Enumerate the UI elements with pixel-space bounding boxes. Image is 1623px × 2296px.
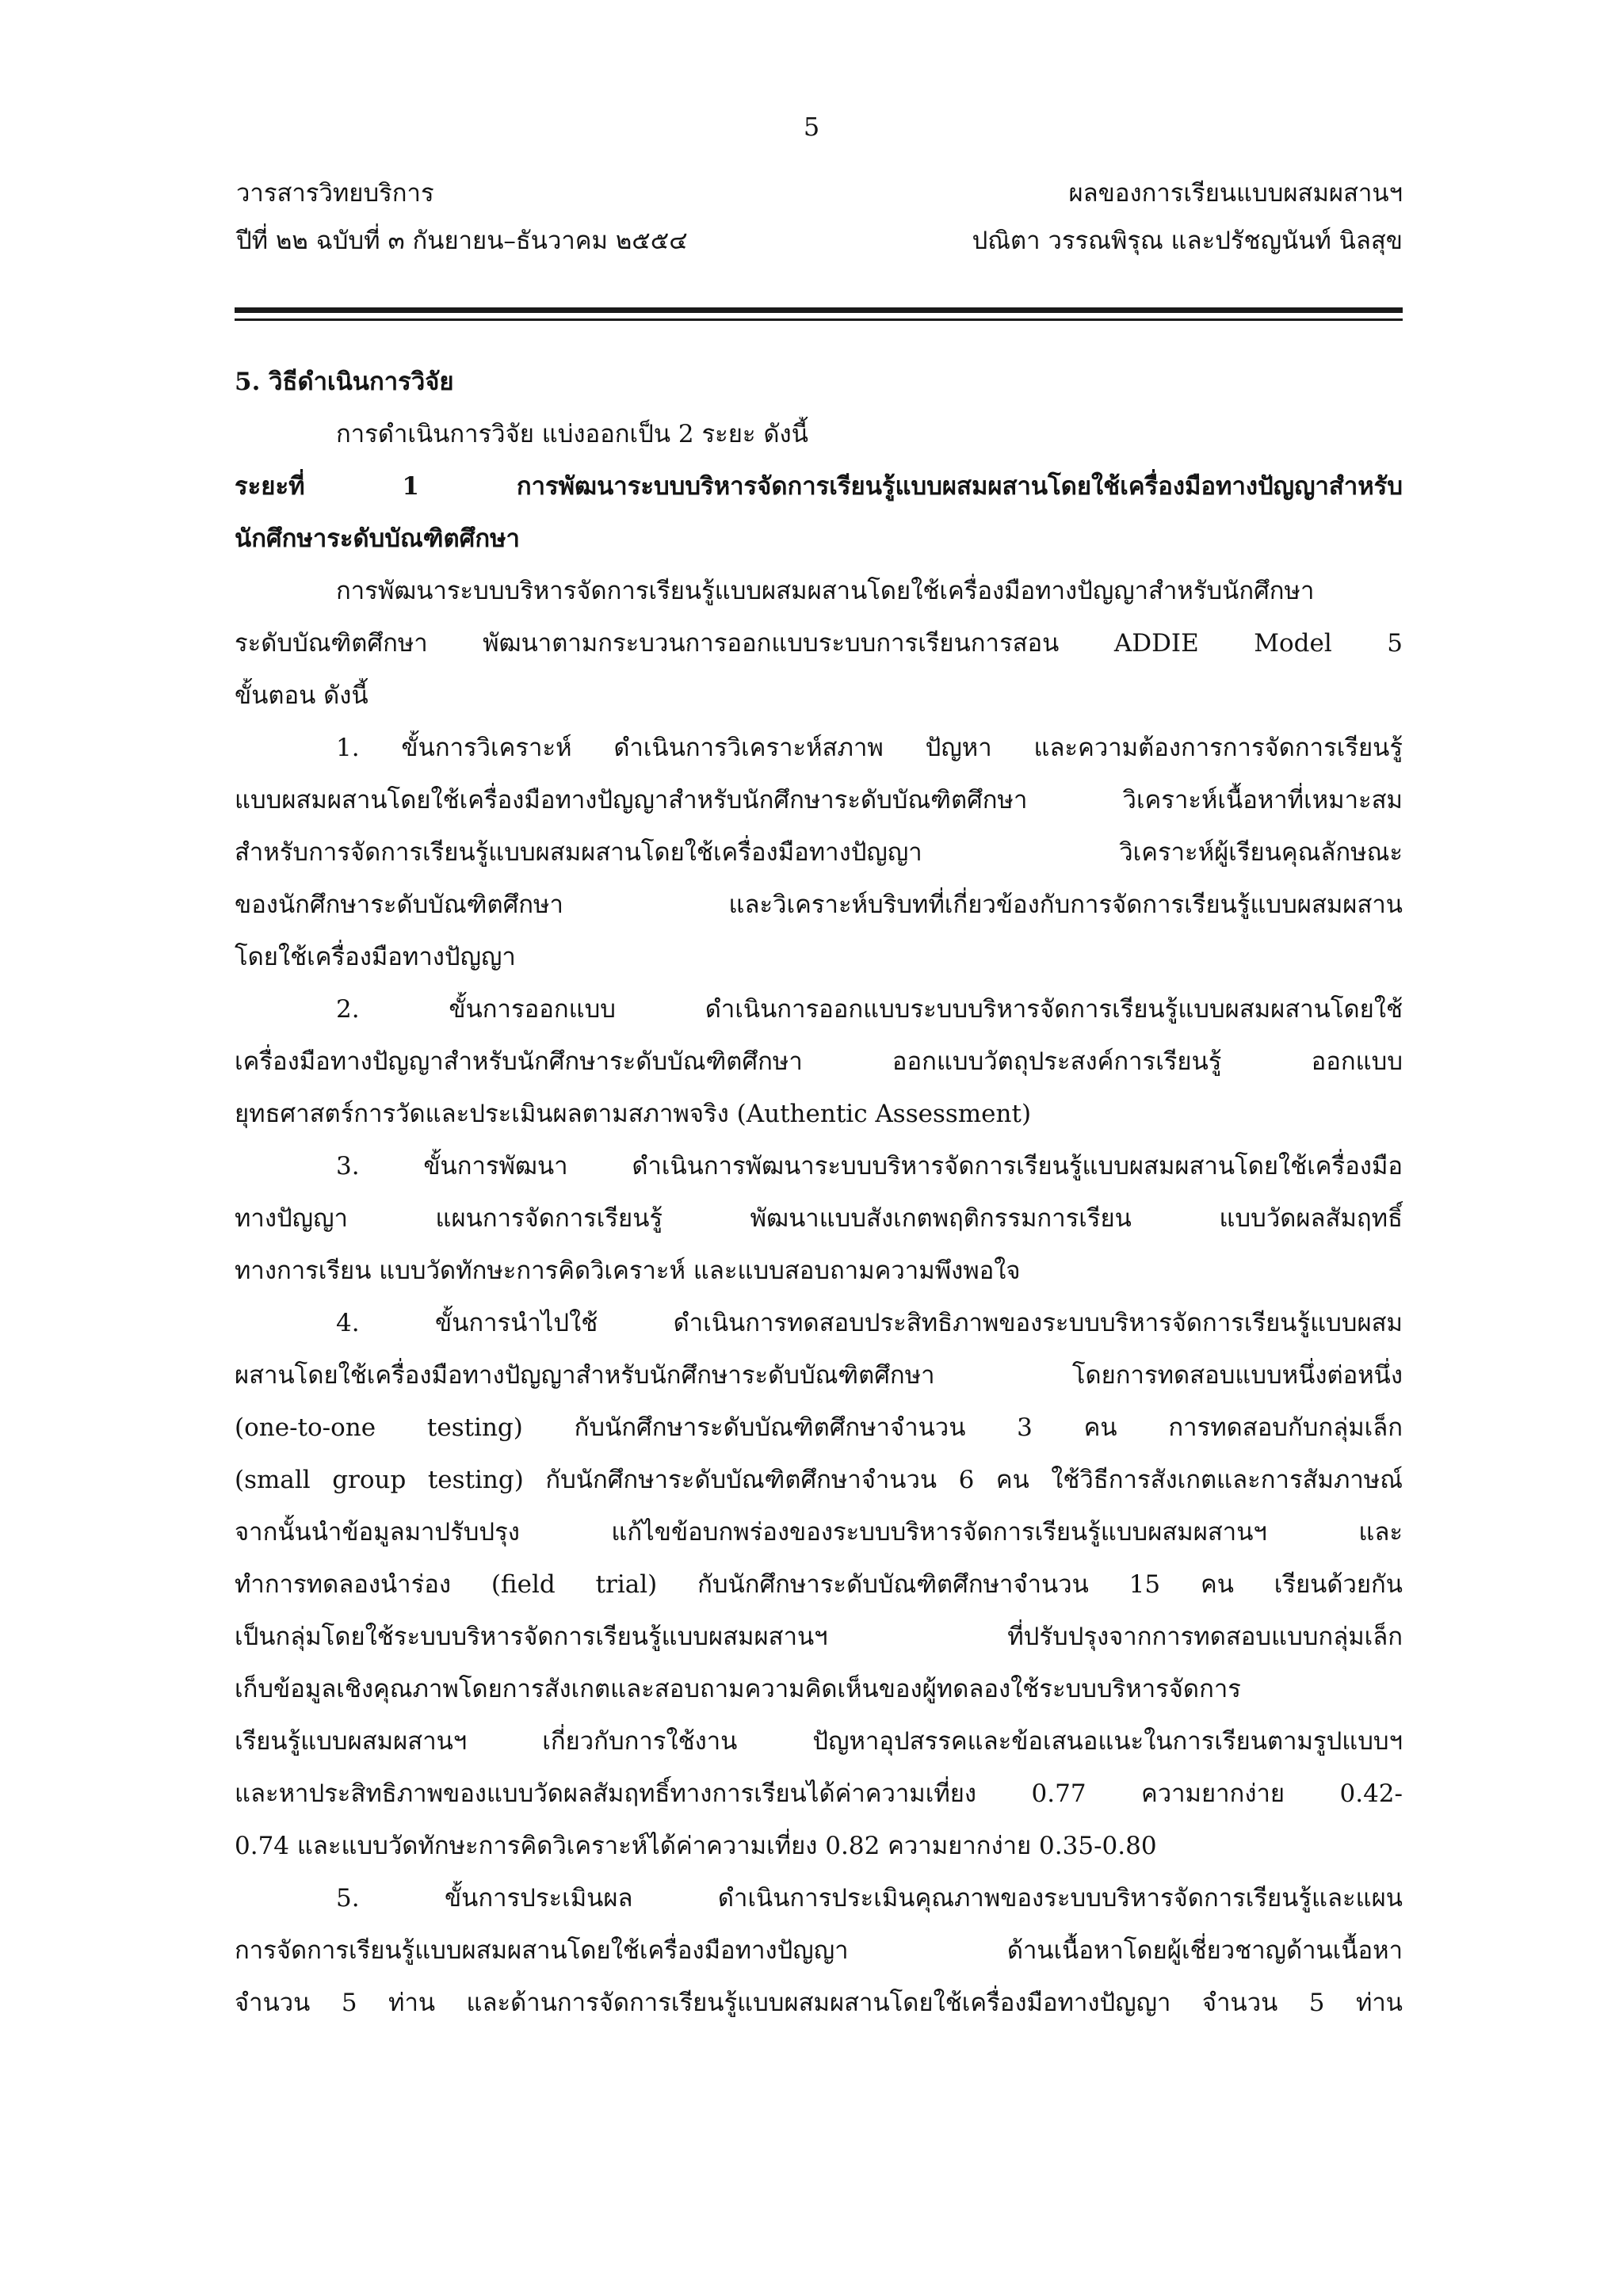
text-line: ทำการทดลองนำร่อง (field trial) กับนักศึกษาระดับบัณฑิตศึกษาจำนวน 15 คน เรียนด้วยกัน [235,1570,1403,1599]
article-header [800,176,1403,271]
article-running-title: ผลของการเรียนแบบผสมผสานฯ [1068,179,1403,208]
text-line: สำหรับการจัดการเรียนรู้แบบผสมผสานโดยใช้เครื่องมือทางปัญญา วิเคราะห์ผู้เรียนคุณลักษณะ [235,838,1403,867]
journal-title: วารสารวิทยบริการ [236,179,434,208]
text-line: 1. ขั้นการวิเคราะห์ ดำเนินการวิเคราะห์สภาพ ปัญหา และความต้องการการจัดการเรียนรู้ [336,734,1403,762]
article-authors: ปณิตา วรรณพิรุณ และปรัชญนันท์ นิลสุข [972,227,1403,255]
text-line: ขั้นตอน ดังนี้ [235,681,369,710]
text-line: ยุทธศาสตร์การวัดและประเมินผลตามสภาพจริง (Authentic Assessment) [235,1100,1032,1128]
header-rule-thick [235,307,1403,313]
text-line: (small group testing) กับนักศึกษาระดับบัณฑิตศึกษาจำนวน 6 คน ใช้วิธีการสังเกตและการสัมภาษณ์ [235,1466,1403,1494]
page-number: 5 [803,112,820,142]
journal-issue: ปีที่ ๒๒ ฉบับที่ ๓ กันยายน–ธันวาคม ๒๕๕๔ [236,227,688,255]
text-line: 4. ขั้นการนำไปใช้ ดำเนินการทดสอบประสิทธิภาพของระบบบริหารจัดการเรียนรู้แบบผสม [336,1309,1403,1337]
text-line: การพัฒนาระบบบริหารจัดการเรียนรู้แบบผสมผสานโดยใช้เครื่องมือทางปัญญาสำหรับนักศึกษา [336,577,1315,605]
text-line: เครื่องมือทางปัญญาสำหรับนักศึกษาระดับบัณฑิตศึกษา ออกแบบวัตถุประสงค์การเรียนรู้ ออกแบบ [235,1047,1403,1076]
subsection-heading: ระยะที่ 1 การพัฒนาระบบบริหารจัดการเรียนรู้แบบผสมผสานโดยใช้เครื่องมือทางปัญญาสำหรับ [235,472,1403,501]
text-line: ของนักศึกษาระดับบัณฑิตศึกษา และวิเคราะห์บริบทที่เกี่ยวข้องกับการจัดการเรียนรู้แบบผสมผสาน [235,891,1403,919]
text-line: เก็บข้อมูลเชิงคุณภาพโดยการสังเกตและสอบถามความคิดเห็นของผู้ทดลองใช้ระบบบริหารจัดการ [235,1675,1241,1703]
text-line: 3. ขั้นการพัฒนา ดำเนินการพัฒนาระบบบริหารจัดการเรียนรู้แบบผสมผสานโดยใช้เครื่องมือ [336,1152,1403,1180]
text-line: ทางการเรียน แบบวัดทักษะการคิดวิเคราะห์ และแบบสอบถามความพึงพอใจ [235,1257,1021,1285]
subsection-heading: นักศึกษาระดับบัณฑิตศึกษา [235,524,520,553]
text-line: โดยใช้เครื่องมือทางปัญญา [235,943,516,971]
text-line: ทางปัญญา แผนการจัดการเรียนรู้ พัฒนาแบบสังเกตพฤติกรรมการเรียน แบบวัดผลสัมฤทธิ์ [235,1204,1403,1233]
article-body [235,364,1403,2038]
text-line: ผสานโดยใช้เครื่องมือทางปัญญาสำหรับนักศึกษาระดับบัณฑิตศึกษา โดยการทดสอบแบบหนึ่งต่อหนึ่ง [235,1361,1403,1390]
text-line: และหาประสิทธิภาพของแบบวัดผลสัมฤทธิ์ทางการเรียนได้ค่าความเที่ยง 0.77 ความยากง่าย 0.42- [235,1779,1403,1808]
journal-header [236,176,838,271]
header-rule-thin [235,318,1403,321]
text-line: จากนั้นนำข้อมูลมาปรับปรุง แก้ไขข้อบกพร่องของระบบบริหารจัดการเรียนรู้แบบผสมผสานฯ และ [235,1518,1403,1547]
text-line: ระดับบัณฑิตศึกษา พัฒนาตามกระบวนการออกแบบระบบการเรียนการสอน ADDIE Model 5 [235,629,1403,658]
section-heading: 5. วิธีดำเนินการวิจัย [235,368,454,396]
text-line: 5. ขั้นการประเมินผล ดำเนินการประเมินคุณภาพของระบบบริหารจัดการเรียนรู้และแผน [336,1884,1403,1913]
text-line: จำนวน 5 ท่าน และด้านการจัดการเรียนรู้แบบผสมผสานโดยใช้เครื่องมือทางปัญญา จำนวน 5 ท่าน [235,1989,1403,2017]
text-line: เรียนรู้แบบผสมผสานฯ เกี่ยวกับการใช้งาน ปัญหาอุปสรรคและข้อเสนอแนะในการเรียนตามรูปแบบฯ [235,1727,1403,1756]
text-line: 0.74 และแบบวัดทักษะการคิดวิเคราะห์ได้ค่าความเที่ยง 0.82 ความยากง่าย 0.35-0.80 [235,1832,1157,1860]
text-line: แบบผสมผสานโดยใช้เครื่องมือทางปัญญาสำหรับนักศึกษาระดับบัณฑิตศึกษา วิเคราะห์เนื้อหาที่เหมาะสม [235,786,1403,814]
text-line: (one-to-one testing) กับนักศึกษาระดับบัณฑิตศึกษาจำนวน 3 คน การทดสอบกับกลุ่มเล็ก [235,1413,1403,1442]
text-line: 2. ขั้นการออกแบบ ดำเนินการออกแบบระบบบริหารจัดการเรียนรู้แบบผสมผสานโดยใช้ [336,995,1403,1024]
text-line: การดำเนินการวิจัย แบ่งออกเป็น 2 ระยะ ดังนี้ [336,420,808,448]
text-line: การจัดการเรียนรู้แบบผสมผสานโดยใช้เครื่องมือทางปัญญา ด้านเนื้อหาโดยผู้เชี่ยวชาญด้านเนื้อหา [235,1936,1403,1965]
text-line: เป็นกลุ่มโดยใช้ระบบบริหารจัดการเรียนรู้แบบผสมผสานฯ ที่ปรับปรุงจากการทดสอบแบบกลุ่มเล็ก [235,1623,1403,1651]
